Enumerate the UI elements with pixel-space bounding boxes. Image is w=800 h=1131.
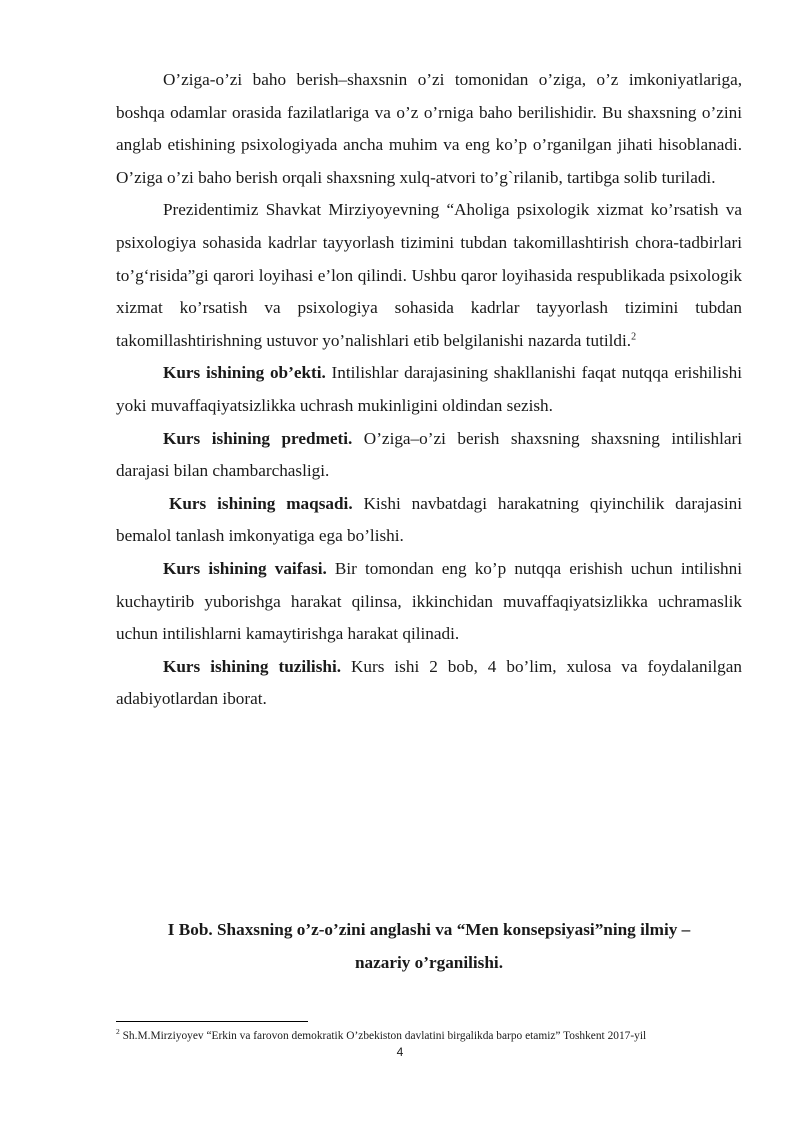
paragraph-course-object [116,357,742,422]
paragraph-course-subject [116,423,742,488]
paragraph-course-goal [116,488,742,553]
footnote-divider [116,1021,308,1022]
footnote-reference[interactable]: 2 [631,331,637,343]
paragraph-president-decree [116,194,742,357]
section-label: Kurs ishining tuzilishi. [163,656,342,676]
paragraph-text: Kishi navbatdagi harakatning qiyinchilik darajasini bemalol tanlash imkonyatiga ega bo’lishi. [116,493,742,546]
chapter-heading [116,914,742,979]
footnote [116,1029,746,1043]
paragraph-text: Bir tomondan eng ko’p nutqqa erishish uchun intilishni kuchaytirib yuborishga harakat qilinsa, ikkinchidan muvaffaqiyatsizlikka uchramaslik uchun intilishlarni kamaytirishga harakat qilinadi. [116,558,742,644]
paragraph-text: Kurs ishi 2 bob, 4 bo’lim, xulosa va foydalanilgan adabiyotlardan iborat. [116,656,742,709]
section-label: Kurs ishining maqsadi. [169,493,353,513]
footnote-text: Sh.M.Mirziyoyev “Erkin va farovon demokratik O’zbekiston davlatini birgalikda barpo etamiz” Toshkent 2017-yil [119,1030,647,1042]
footnote-marker: 2 [116,1027,120,1037]
section-label: Kurs ishining ob’ekti. [163,363,326,383]
chapter-heading-line-2: nazariy o’rganilishi. [354,952,503,972]
paragraph-text: O’ziga-o’zi baho berish–shaxsnin o’zi tomonidan o’ziga, o’z imkoniyatlariga, boshqa odamlar orasida fazilatlariga va o’z o’rniga baho berilishidir. Bu shaxsning o’zini anglab etishining psixologiyada ancha muhim va eng ko’p o’rganilgan jihati hisoblanadi. O’ziga o’zi baho berish orqali shaxsning xulq-atvori to’g`rilanib, tartibga solib turiladi. [116,70,742,187]
chapter-heading-line-1: I Bob. Shaxsning o’z-o’zini anglashi va “Men konsepsiyasi”ning ilmiy – [167,920,691,939]
document-body [116,64,742,716]
section-label: Kurs ishining vaifasi. [163,558,327,578]
paragraph-course-tasks [116,553,742,651]
paragraph-self-assessment [116,64,742,194]
paragraph-text: Prezidentimiz Shavkat Mirziyoyevning “Aholiga psixologik xizmat ko’rsatish va psixologiya sohasida kadrlar tayyorlash tizimini tubdan takomillashtirish chora-tadbirlari to’g‘risida”gi qarori loyihasi e’lon qilindi. Ushbu qaror loyihasida respublikada psixologik xizmat ko’rsatish va psixologiya sohasida kadrlar tayyorlash tizimini tubdan takomillashtirishning ustuvor yo’nalishlari etib belgilanishi nazarda tutildi. [116,200,742,350]
paragraph-text: Intilishlar darajasining shakllanishi faqat nutqqa erishilishi yoki muvaffaqiyatsizlikka uchrash mukinligini oldindan sezish. [116,363,742,415]
paragraph-course-structure [116,651,742,716]
section-label: Kurs ishining predmeti. [163,428,353,448]
page-number: 4 [396,1045,404,1059]
paragraph-text: O’ziga–o’zi berish shaxsning shaxsning intilishlari darajasi bilan chambarchasligi. [116,428,742,481]
